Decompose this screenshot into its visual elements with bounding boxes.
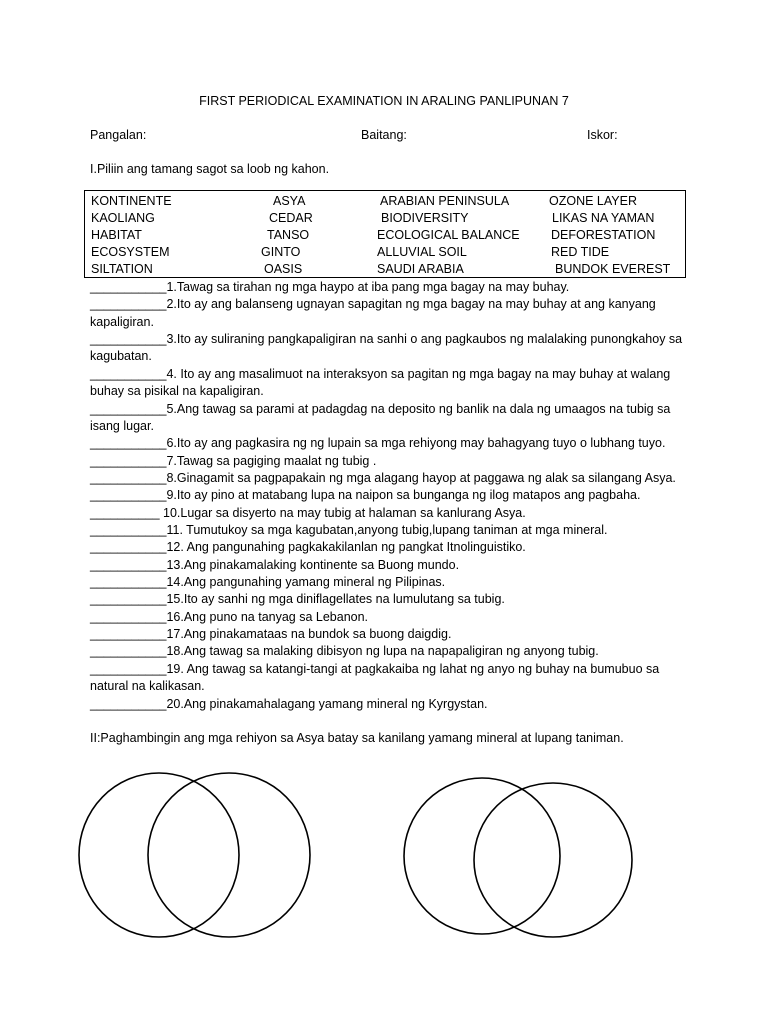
word-bank-item: CEDAR <box>269 211 313 225</box>
question-line: isang lugar. <box>90 419 154 433</box>
word-bank-item: GINTO <box>261 245 301 259</box>
word-bank-item: ASYA <box>273 194 306 208</box>
question-line: kapaligiran. <box>90 315 154 329</box>
question-line: __________ 10.Lugar sa disyerto na may tubig at halaman sa kanlurang Asya. <box>90 506 526 520</box>
word-bank-item: RED TIDE <box>551 245 610 259</box>
question-line: ___________5.Ang tawag sa parami at padagdag na deposito ng banlik na dala ng umaagos na tubig sa <box>90 402 671 416</box>
word-bank-item: ARABIAN PENINSULA <box>380 194 510 208</box>
question-line: ___________16.Ang puno na tanyag sa Lebanon. <box>90 610 369 624</box>
word-bank-item: TANSO <box>267 228 310 242</box>
question-line: buhay sa pisikal na kapaligiran. <box>90 384 264 398</box>
word-bank-item: ALLUVIAL SOIL <box>377 245 467 259</box>
question-line: ___________17.Ang pinakamataas na bundok sa buong daigdig. <box>90 627 452 641</box>
word-bank-item: HABITAT <box>91 228 142 242</box>
part2-instruction: II:Paghambingin ang mga rehiyon sa Asya batay sa kanilang yamang mineral at lupang taniman. <box>90 731 624 745</box>
question-line: natural na kalikasan. <box>90 679 205 693</box>
venn-left-circle-a <box>79 773 239 937</box>
question-line: ___________9.Ito ay pino at matabang lupa na naipon sa bunganga ng ilog matapos ang pagbaha. <box>90 488 641 502</box>
question-line: ___________18.Ang tawag sa malaking dibisyon ng lupa na napapaligiran ng anyong tubig. <box>90 644 599 658</box>
grade-label: Baitang: <box>361 128 407 142</box>
question-line: ___________19. Ang tawag sa katangi-tangi at pagkakaiba ng lahat ng anyo ng buhay na bumubuo sa <box>90 662 660 676</box>
question-line: ___________11. Tumutukoy sa mga kagubatan,anyong tubig,lupang taniman at mga mineral. <box>90 523 608 537</box>
word-bank-item: OZONE LAYER <box>549 194 637 208</box>
word-bank-item: OASIS <box>264 262 303 276</box>
question-line: ___________2.Ito ay ang balanseng ugnayan sapagitan ng mga bagay na may buhay at ang kanyang <box>90 297 656 311</box>
word-bank-item: BIODIVERSITY <box>381 211 469 225</box>
question-line: ___________1.Tawag sa tirahan ng mga haypo at iba pang mga bagay na may buhay. <box>90 280 570 294</box>
word-bank-item: KAOLIANG <box>91 211 155 225</box>
question-line: ___________13.Ang pinakamalaking kontinente sa Buong mundo. <box>90 558 460 572</box>
question-line: ___________20.Ang pinakamahalagang yamang mineral ng Kyrgystan. <box>90 697 488 711</box>
word-bank-item: KONTINENTE <box>91 194 172 208</box>
name-label: Pangalan: <box>90 128 147 142</box>
question-line: ___________3.Ito ay suliraning pangkapaligiran na sanhi o ang pagkaubos ng malalaking punongkahoy sa <box>90 332 683 346</box>
question-line: ___________15.Ito ay sanhi ng mga diniflagellates na lumulutang sa tubig. <box>90 592 505 606</box>
word-bank-item: ECOLOGICAL BALANCE <box>377 228 520 242</box>
question-line: kagubatan. <box>90 349 152 363</box>
question-line: ___________4. Ito ay ang masalimuot na interaksyon sa pagitan ng mga bagay na may buhay at walang <box>90 367 671 381</box>
question-line: ___________12. Ang pangunahing pagkakakilanlan ng pangkat Itnolinguistiko. <box>90 540 526 554</box>
word-bank-item: SAUDI ARABIA <box>377 262 464 276</box>
word-bank-item: LIKAS NA YAMAN <box>552 211 655 225</box>
exam-title: FIRST PERIODICAL EXAMINATION IN ARALING PANLIPUNAN 7 <box>199 94 569 108</box>
question-line: ___________6.Ito ay ang pagkasira ng ng lupain sa mga rehiyong may bahagyang tuyo o lubhang tuyo. <box>90 436 666 450</box>
venn-left-circle-b <box>148 773 310 937</box>
word-bank-item: DEFORESTATION <box>551 228 656 242</box>
word-bank-item: BUNDOK EVEREST <box>555 262 671 276</box>
score-label: Iskor: <box>587 128 618 142</box>
venn-right-circle-a <box>404 778 560 934</box>
question-line: ___________14.Ang pangunahing yamang mineral ng Pilipinas. <box>90 575 446 589</box>
word-bank-item: ECOSYSTEM <box>91 245 170 259</box>
part1-instruction: I.Piliin ang tamang sagot sa loob ng kahon. <box>90 162 330 176</box>
word-bank-item: SILTATION <box>91 262 153 276</box>
question-line: ___________7.Tawag sa pagiging maalat ng tubig . <box>90 454 377 468</box>
venn-right-circle-b <box>474 783 632 937</box>
question-line: ___________8.Ginagamit sa pagpapakain ng mga alagang hayop at paggawa ng alak sa silangang Asya. <box>90 471 676 485</box>
